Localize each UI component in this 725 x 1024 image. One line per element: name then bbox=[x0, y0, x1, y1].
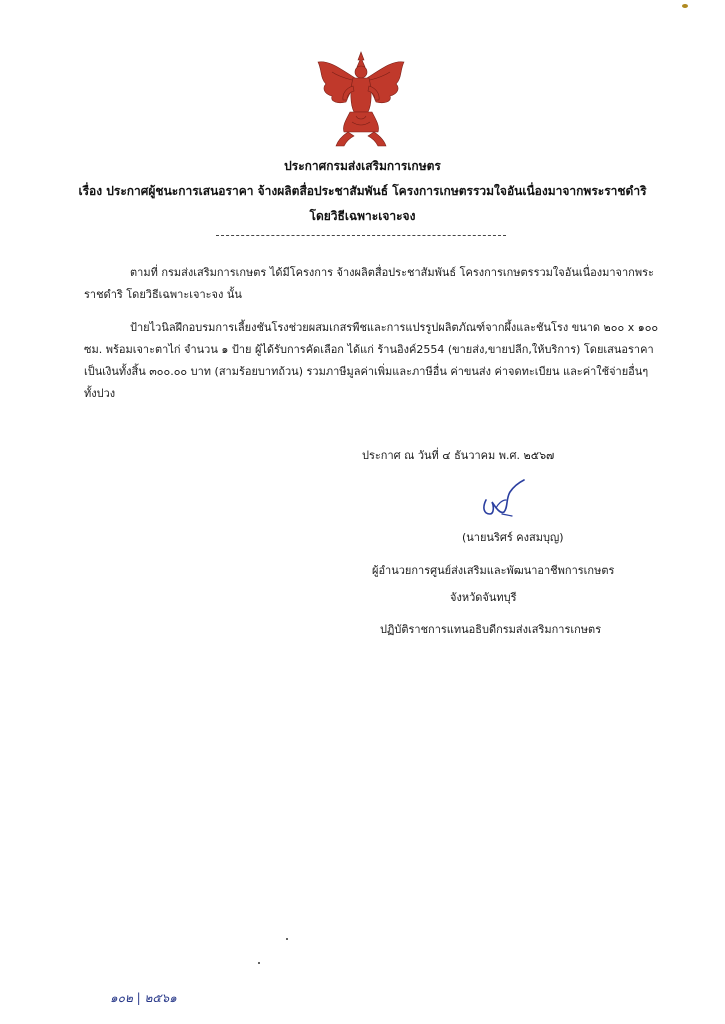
signer-province: จังหวัดจันทบุรี bbox=[450, 591, 517, 604]
subject-line-continued: โดยวิธีเฉพาะเจาะจง bbox=[309, 209, 416, 223]
scan-speck bbox=[258, 962, 260, 964]
dashed-divider bbox=[216, 235, 506, 236]
handwritten-note: ๑๐๒ | ๒๕๖๑ bbox=[110, 991, 177, 1005]
announcement-date: ประกาศ ณ วันที่ ๔ ธันวาคม พ.ศ. ๒๕๖๗ bbox=[362, 449, 555, 462]
header-title: ประกาศกรมส่งเสริมการเกษตร bbox=[284, 159, 441, 173]
paragraph-award-details: ป้ายไวนิลฝึกอบรมการเลี้ยงชันโรงช่วยผสมเกสรพืชและการแปรรูปผลิตภัณฑ์จากผึ้งและชันโรง ขนาด ๒๐๐ x ๑๐๐ ซม. พร้อมเจาะตาไก่ จำนวน ๑ ป้าย ผู้ได้รับการคัดเลือก ได้แก่ ร้านอิงค์2554 (ขายส่ง,ขายปลีก,ให้บริการ) โดยเสนอราคา เป็นเงินทั้งสิ้น ๓๐๐.๐๐ บาท (สามร้อยบาทถ้วน) รวมภาษีมูลค่าเพิ่มและภาษีอื่น ค่าขนส่ง ค่าจดทะเบียน และค่าใช้จ่ายอื่นๆ ทั้งปวง bbox=[84, 321, 659, 400]
signature-image bbox=[476, 478, 526, 522]
paragraph-intro: ตามที่ กรมส่งเสริมการเกษตร ได้มีโครงการ จ้างผลิตสื่อประชาสัมพันธ์ โครงการเกษตรรวมใจอันเนื่องมาจากพระราชดำริ โดยวิธีเฉพาะเจาะจง นั้น bbox=[84, 266, 654, 301]
garuda-emblem-icon bbox=[312, 50, 410, 150]
subject-line: เรื่อง ประกาศผู้ชนะการเสนอราคา จ้างผลิตสื่อประชาสัมพันธ์ โครงการเกษตรรวมใจอันเนื่องมาจากพระราชดำริ bbox=[78, 184, 647, 198]
signer-acting-on-behalf: ปฏิบัติราชการแทนอธิบดีกรมส่งเสริมการเกษตร bbox=[380, 623, 602, 636]
scan-speck bbox=[286, 938, 288, 940]
scan-speck bbox=[682, 4, 688, 8]
signer-name: (นายนริศร์ คงสมบุญ) bbox=[462, 531, 564, 544]
signer-position: ผู้อำนวยการศูนย์ส่งเสริมและพัฒนาอาชีพการเกษตร bbox=[372, 564, 615, 577]
